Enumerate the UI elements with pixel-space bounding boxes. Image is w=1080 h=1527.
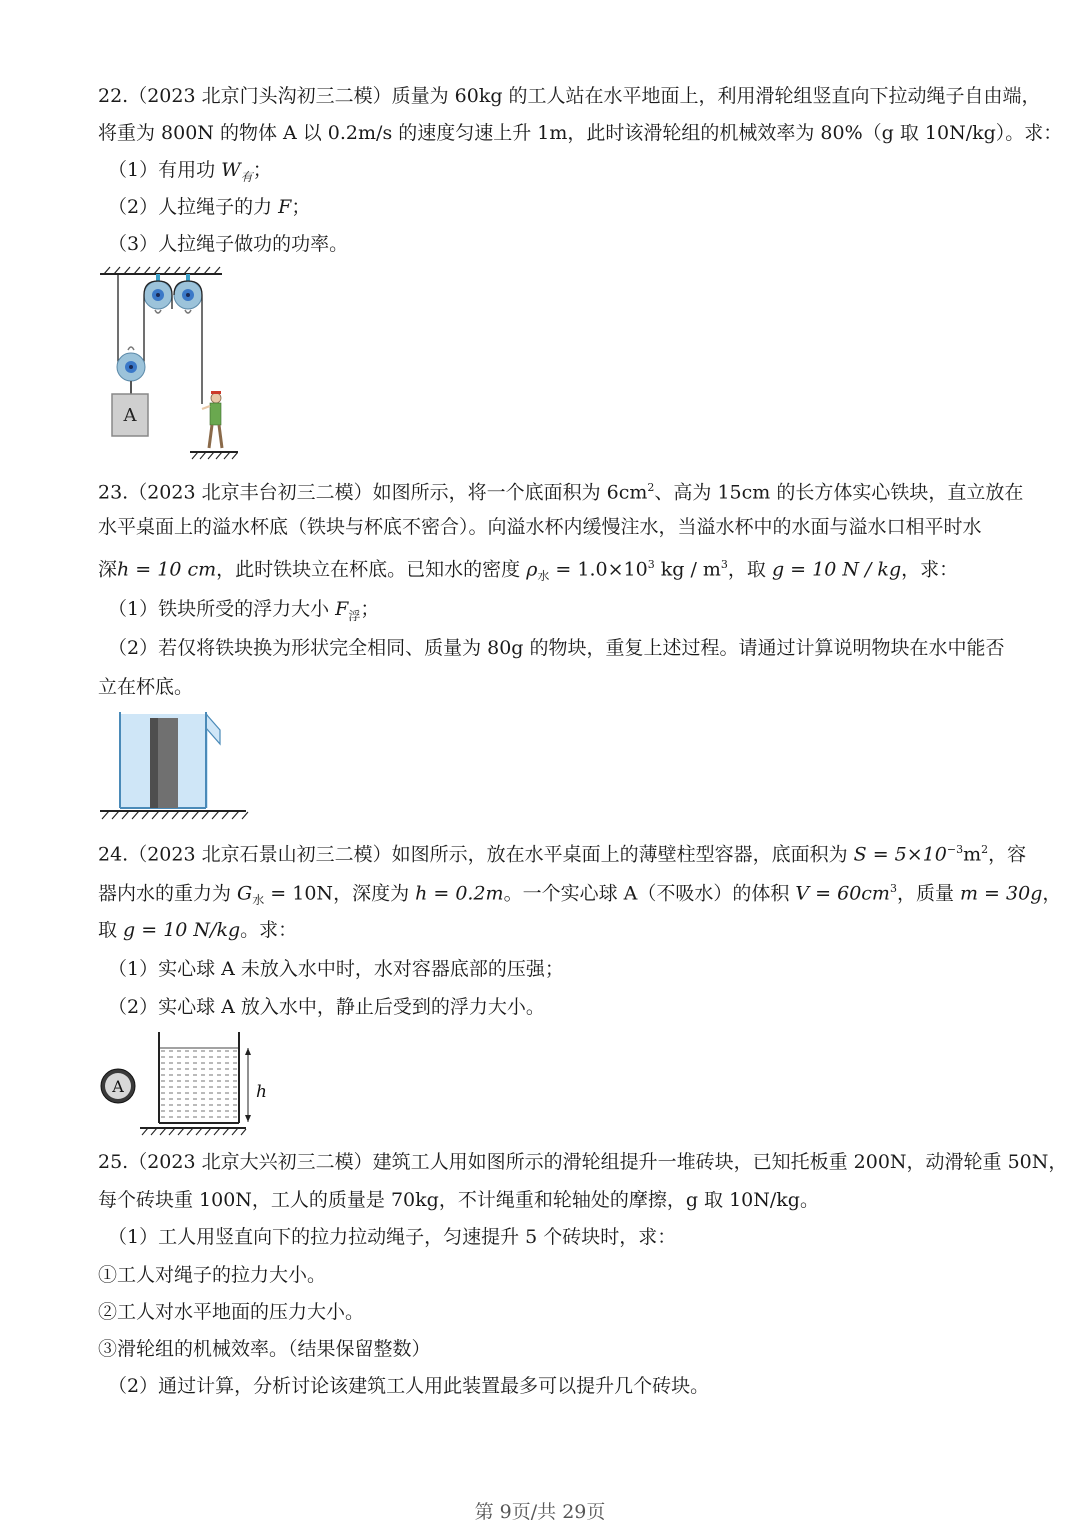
q23-sub2-line1: （2）若仅将铁块换为形状完全相同、质量为 80g 的物块，重复上述过程。请通过计算说明物块在水中能否 — [108, 637, 1005, 659]
q24-line1 — [98, 838, 1026, 866]
q23-line3 — [98, 553, 958, 588]
fixed-pulley-left — [144, 274, 172, 313]
q23-line1-unit: cm — [618, 481, 648, 504]
weight-block-label: A — [123, 405, 137, 426]
page-footer: 第 9页/共 29页 — [474, 1501, 606, 1523]
q25-item3: ③滑轮组的机械效率。（结果保留整数） — [98, 1338, 431, 1360]
q23-sub1-var: F — [335, 598, 349, 620]
q25-sub1: （1）工人用竖直向下的拉力拉动绳子，匀速提升 5 个砖块时，求： — [108, 1226, 677, 1248]
q24-line2-text: 器内水的重力为 — [98, 882, 238, 905]
q22-sub2-post: ； — [291, 196, 311, 218]
q24-line1-unit: m — [963, 843, 982, 866]
q24-line1-eq: S = 5×10 — [853, 843, 947, 866]
q23-line3-rho-sub: 水 — [537, 569, 550, 584]
q22-sub2-text: （2）人拉绳子的力 — [108, 196, 279, 218]
q23-sub1 — [108, 597, 379, 628]
fixed-pulley-right — [174, 274, 202, 313]
q24-line3-post: 。求： — [240, 919, 298, 941]
q23-line1-post: 、高为 15cm 的长方体实心铁块，直立放在 — [654, 481, 1024, 504]
q24-line3-text: 取 — [98, 919, 124, 941]
q22-sub1 — [108, 158, 272, 189]
q23-line1-text: 23.（2023 北京丰台初三二模）如图所示，将一个底面积为 6 — [98, 481, 619, 504]
q24-line2-eq1: = 10N — [264, 882, 334, 905]
q24-line3 — [98, 918, 297, 942]
q22-sub3: （3）人拉绳子做功的功率。 — [108, 233, 349, 255]
q25-item2: ②工人对水平地面的压力大小。 — [98, 1301, 365, 1323]
q24-line1-text: 24.（2023 北京石景山初三二模）如图所示，放在水平桌面上的薄壁柱型容器，底面积为 — [98, 843, 854, 866]
q24-line1-exp: −3 — [946, 843, 964, 856]
movable-pulley — [117, 347, 145, 394]
q22-sub1-post: ； — [252, 159, 272, 181]
q23-line3-b: ，此时铁块立在杯底。已知水的密度 — [216, 558, 527, 581]
q23-line2: 水平桌面上的溢水杯底（铁块与杯底不密合）。向溢水杯内缓慢注水，当溢水杯中的水面与溢水口相平时水 — [98, 516, 982, 538]
q24-line2-mid3: ，质量 — [896, 882, 960, 905]
pulley-system-figure — [98, 264, 238, 464]
q22-sub2-var: F — [278, 196, 292, 218]
q23-line3-eq1: h = 10 cm — [117, 558, 217, 581]
q23-line3-eq3: kg / m — [654, 558, 721, 581]
q24-line3-eq: g = 10 N/kg — [123, 919, 241, 941]
q24-line2 — [98, 877, 1061, 912]
q24-line1-post: ，容 — [988, 843, 1027, 866]
q24-line2-eq4: m = 30g — [960, 882, 1043, 905]
q23-line3-exp2: 3 — [720, 558, 728, 571]
q23-sub1-sub: 浮 — [348, 608, 361, 623]
q23-sub2-line2: 立在杯底。 — [98, 676, 194, 698]
depth-label: h — [256, 1082, 267, 1102]
q23-line3-rho: ρ — [526, 558, 538, 581]
q24-line2-post: ， — [1042, 882, 1062, 905]
q25-sub2: （2）通过计算，分析讨论该建筑工人用此装置最多可以提升几个砖块。 — [108, 1375, 710, 1397]
q24-line2-exp: 3 — [889, 882, 897, 895]
q22-sub1-sub: 有 — [240, 169, 253, 184]
q23-line1-exp: 2 — [647, 481, 655, 494]
q24-sub2: （2）实心球 A 放入水中，静止后受到的浮力大小。 — [108, 996, 545, 1018]
q22-sub2 — [108, 195, 310, 219]
q23-line3-exp1: 3 — [647, 558, 655, 571]
q25-line1: 25.（2023 北京大兴初三二模）建筑工人用如图所示的滑轮组提升一堆砖块，已知托板重 200N，动滑轮重 50N， — [98, 1151, 1068, 1173]
q23-line3-d: ，求： — [901, 558, 959, 581]
q24-line2-g-sub: 水 — [252, 893, 265, 908]
q24-line2-eq2: h = 0.2m — [415, 882, 504, 905]
q23-line1 — [98, 476, 1023, 504]
q25-line2: 每个砖块重 100N，工人的质量是 70kg，不计绳重和轮轴处的摩擦，g 取 10N/kg。 — [98, 1189, 819, 1211]
q23-line3-eq2: = 1.0×10 — [549, 558, 648, 581]
q24-line2-eq3: V = 60cm — [795, 882, 890, 905]
q24-line2-mid: ，深度为 — [333, 882, 416, 905]
q23-sub1-post: ； — [360, 598, 380, 620]
q23-line3-eq4: g = 10 N / kg — [771, 558, 902, 581]
q24-line2-g: G — [237, 882, 253, 905]
ball-a-label: A — [112, 1077, 124, 1096]
q24-line2-mid2: 。一个实心球 A（不吸水）的体积 — [503, 882, 796, 905]
container-figure — [96, 1030, 271, 1136]
q25-item1: ①工人对绳子的拉力大小。 — [98, 1264, 327, 1286]
q22-stem-line2: 将重为 800N 的物体 A 以 0.2m/s 的速度匀速上升 1m，此时该滑轮组的机械效率为 80%（g 取 10N/kg）。求： — [98, 122, 1063, 144]
q22-sub1-text: （1）有用功 — [108, 159, 222, 181]
q23-line3-c: ，取 — [727, 558, 772, 581]
q23-sub1-text: （1）铁块所受的浮力大小 — [108, 598, 336, 620]
overflow-cup-figure — [98, 710, 253, 822]
q24-line1-exp2: 2 — [981, 843, 989, 856]
q22-sub1-var: W — [221, 159, 241, 181]
q22-stem-line1: 22.（2023 北京门头沟初三二模）质量为 60kg 的工人站在水平地面上，利用滑轮组竖直向下拉动绳子自由端， — [98, 85, 1041, 107]
q24-sub1: （1）实心球 A 未放入水中时，水对容器底部的压强； — [108, 958, 564, 980]
worker-icon — [202, 391, 222, 448]
q23-line3-a: 深 — [98, 558, 118, 581]
